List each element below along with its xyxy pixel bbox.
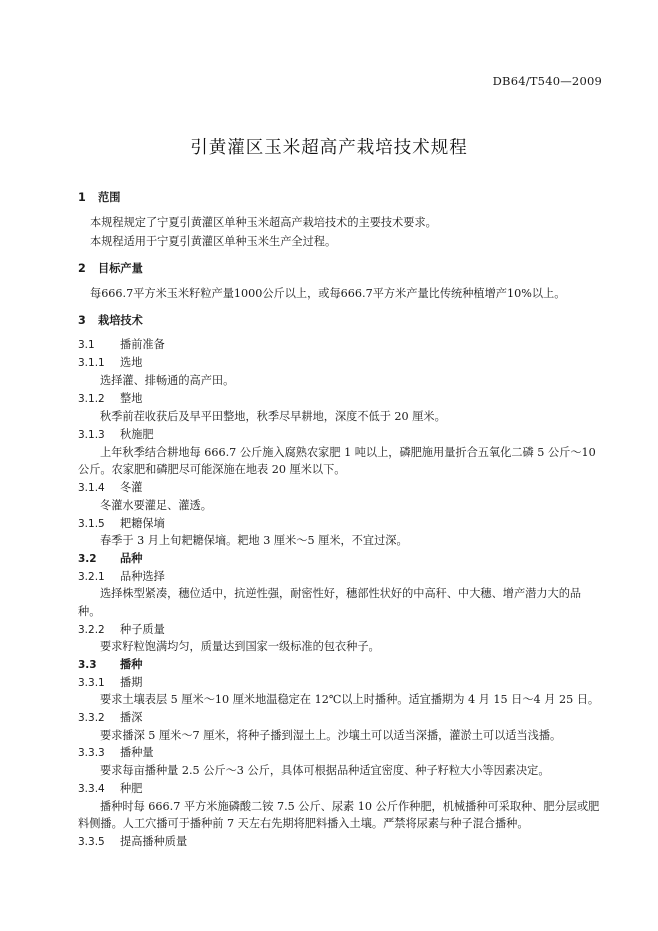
paragraph: 要求土壤表层 5 厘米～10 厘米地温稳定在 12℃以上时播种。适宜播期为 4 月 15 日～4 月 25 日。	[100, 693, 600, 706]
paragraph: 公斤。农家肥和磷肥尽可能深施在地表 20 厘米以下。	[78, 463, 346, 476]
subsection-number: 3.3.4	[78, 783, 105, 795]
standard-code: DB64/T540—2009	[492, 74, 602, 88]
subsection-heading-3-3-4	[78, 782, 142, 796]
paragraph: 本规程规定了宁夏引黄灌区单种玉米超高产栽培技术的主要技术要求。	[90, 216, 437, 229]
subsection-title: 播前准备	[120, 338, 165, 351]
section-title: 栽培技术	[98, 314, 143, 327]
subsection-heading-3-1-2	[78, 392, 142, 406]
subsection-title: 提高播种质量	[120, 835, 188, 848]
section-number: 3	[78, 314, 86, 327]
paragraph: 秋季前茬收获后及早平田整地，秋季尽早耕地，深度不低于 20 厘米。	[100, 410, 446, 423]
subsection-title: 秋施肥	[120, 428, 154, 441]
subsection-heading-3-1-1	[78, 356, 142, 370]
section-heading-3	[78, 314, 143, 328]
subsection-number: 3.1.1	[78, 357, 105, 369]
paragraph: 要求播深 5 厘米～7 厘米，将种子播到湿土上。沙壤土可以适当深播，灌淤土可以适当浅播。	[100, 729, 562, 742]
subsection-title: 整地	[120, 392, 143, 405]
subsection-heading-3-3-1	[78, 676, 142, 690]
subsection-heading-3-3	[78, 658, 142, 672]
paragraph: 冬灌水要灌足、灌透。	[100, 499, 212, 512]
subsection-heading-3-3-5	[78, 835, 187, 849]
subsection-title: 播种量	[120, 746, 154, 759]
subsection-heading-3-1-5	[78, 517, 165, 531]
section-title: 目标产量	[98, 262, 143, 275]
subsection-heading-3-2	[78, 552, 142, 566]
subsection-number: 3.1.4	[78, 482, 105, 494]
paragraph: 春季于 3 月上旬耙耱保墒。耙地 3 厘米～5 厘米，不宜过深。	[100, 534, 408, 547]
subsection-number: 3.2.1	[78, 571, 105, 583]
subsection-number: 3.1.3	[78, 429, 105, 441]
paragraph: 上年秋季结合耕地每 666.7 公斤施入腐熟农家肥 1 吨以上，磷肥施用量折合五氧化二磷 5 公斤～10	[100, 446, 596, 459]
subsection-title: 播深	[120, 711, 143, 724]
section-title: 范围	[98, 191, 121, 204]
subsection-number: 3.3.3	[78, 747, 105, 759]
subsection-heading-3-3-3	[78, 746, 154, 760]
section-number: 2	[78, 262, 86, 275]
subsection-title: 品种选择	[120, 570, 165, 583]
subsection-heading-3-2-2	[78, 623, 165, 637]
paragraph: 选择灌、排畅通的高产田。	[100, 374, 235, 387]
paragraph: 要求每亩播种量 2.5 公斤～3 公斤，具体可根据品种适宜密度、种子籽粒大小等因素决定。	[100, 764, 550, 777]
subsection-number: 3.1	[78, 339, 95, 351]
section-heading-2	[78, 262, 143, 276]
subsection-title: 种肥	[120, 782, 143, 795]
subsection-number: 3.3.5	[78, 836, 105, 848]
section-number: 1	[78, 191, 86, 204]
paragraph: 种。	[78, 605, 101, 618]
subsection-number: 3.3.2	[78, 712, 105, 724]
paragraph: 本规程适用于宁夏引黄灌区单种玉米生产全过程。	[90, 235, 337, 248]
subsection-heading-3-1-3	[78, 428, 154, 442]
subsection-number: 3.1.5	[78, 518, 105, 530]
section-heading-1	[78, 191, 120, 205]
subsection-number: 3.1.2	[78, 393, 105, 405]
paragraph: 选择株型紧凑，穗位适中，抗逆性强，耐密性好，穗部性状好的中高秆、中大穗、增产潜力大的品	[100, 587, 582, 600]
subsection-title: 耙耱保墒	[120, 517, 165, 530]
subsection-title: 选地	[120, 356, 143, 369]
subsection-heading-3-1	[78, 338, 165, 352]
subsection-heading-3-3-2	[78, 711, 142, 725]
subsection-title: 冬灌	[120, 481, 143, 494]
paragraph: 每666.7平方米玉米籽粒产量1000公斤以上，或每666.7平方米产量比传统种植增产10%以上。	[90, 287, 566, 300]
subsection-title: 品种	[120, 552, 143, 565]
subsection-number: 3.2.2	[78, 624, 105, 636]
paragraph: 料侧播。人工穴播可于播种前 7 天左右先期将肥料播入土壤。严禁将尿素与种子混合播种。	[78, 817, 529, 830]
subsection-title: 播期	[120, 676, 143, 689]
subsection-heading-3-2-1	[78, 570, 165, 584]
paragraph: 要求籽粒饱满均匀，质量达到国家一级标准的包衣种子。	[100, 640, 380, 653]
subsection-number: 3.2	[78, 553, 97, 565]
subsection-number: 3.3	[78, 659, 97, 671]
paragraph: 播种时每 666.7 平方米施磷酸二铵 7.5 公斤、尿素 10 公斤作种肥，机械播种可采取种、肥分层或肥	[100, 800, 600, 813]
page-title: 引黄灌区玉米超高产栽培技术规程	[190, 138, 468, 158]
subsection-title: 播种	[120, 658, 143, 671]
subsection-title: 种子质量	[120, 623, 165, 636]
subsection-number: 3.3.1	[78, 677, 105, 689]
subsection-heading-3-1-4	[78, 481, 142, 495]
